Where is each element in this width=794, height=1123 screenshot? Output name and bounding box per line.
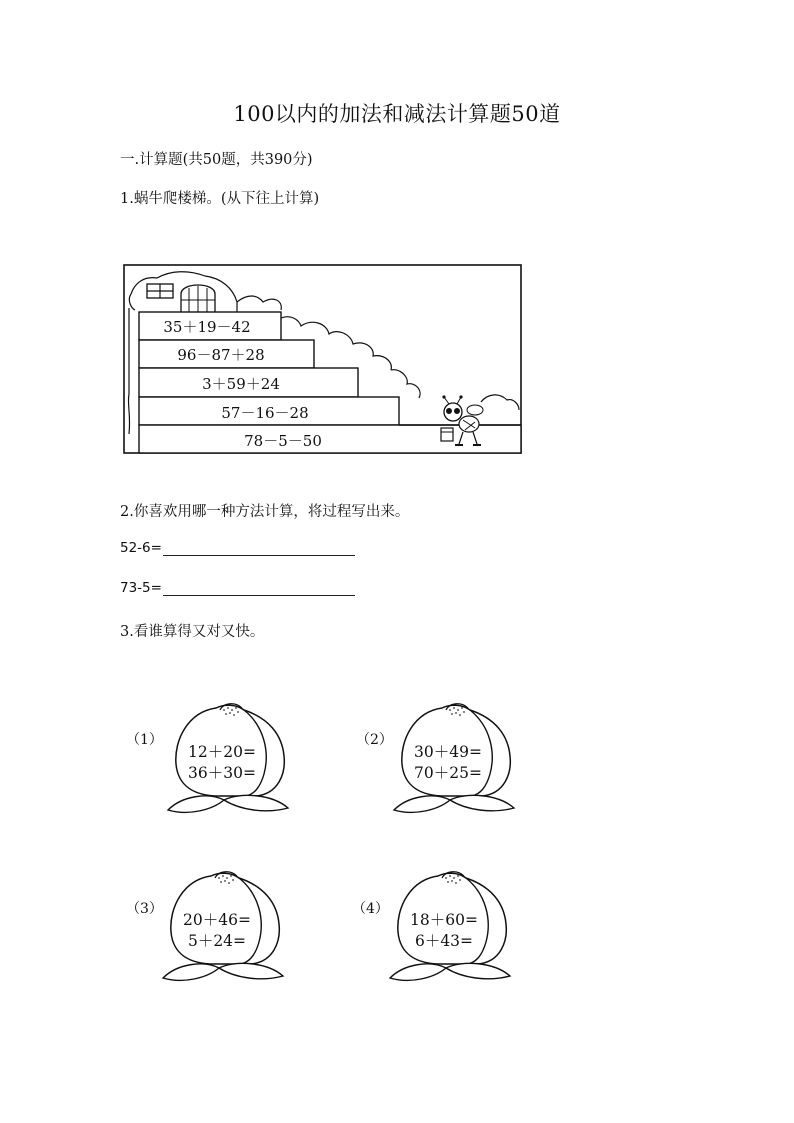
peach-equation: 70＋25= (414, 764, 482, 782)
answer-line-1 (120, 540, 355, 556)
peach-equation: 30＋49= (414, 743, 482, 761)
peach-equation: 18＋60= (410, 911, 478, 929)
question-2-prompt: 2.你喜欢用哪一种方法计算，将过程写出来。 (120, 504, 410, 520)
peach-card-3 (155, 868, 295, 994)
peach-card-4 (382, 868, 522, 994)
snail-stairs-illustration (123, 264, 523, 460)
peach-card-1 (160, 700, 300, 826)
equation-text: 73-5= (120, 580, 162, 596)
stair-step-2: 57－16－28 (221, 404, 309, 422)
section-heading: 一.计算题(共50题，共390分) (120, 152, 313, 168)
peach-equation: 20＋46= (183, 911, 251, 929)
stair-step-4: 96－87＋28 (177, 346, 265, 364)
question-1-prompt: 1.蜗牛爬楼梯。(从下往上计算) (120, 191, 320, 207)
peach-equation: 36＋30= (188, 764, 256, 782)
question-3-prompt: 3.看谁算得又对又快。 (120, 624, 265, 640)
peach-label-4: （4） (352, 901, 389, 917)
stair-step-3: 3＋59＋24 (202, 375, 280, 393)
answer-blank[interactable] (163, 541, 355, 556)
answer-line-2 (120, 580, 355, 596)
peach-equation: 5＋24= (187, 932, 247, 950)
stair-step-5: 35＋19－42 (163, 318, 251, 336)
peach-label-3: （3） (126, 901, 163, 917)
peach-equation: 6＋43= (414, 932, 474, 950)
answer-blank[interactable] (163, 581, 355, 596)
peach-equation: 12＋20= (188, 743, 256, 761)
equation-text: 52-6= (120, 540, 162, 556)
page-title: 100以内的加法和减法计算题50道 (233, 102, 561, 126)
peach-card-2 (386, 700, 526, 826)
stair-step-1: 78－5－50 (244, 432, 322, 450)
peach-label-2: （2） (356, 732, 393, 748)
peach-label-1: （1） (126, 732, 163, 748)
